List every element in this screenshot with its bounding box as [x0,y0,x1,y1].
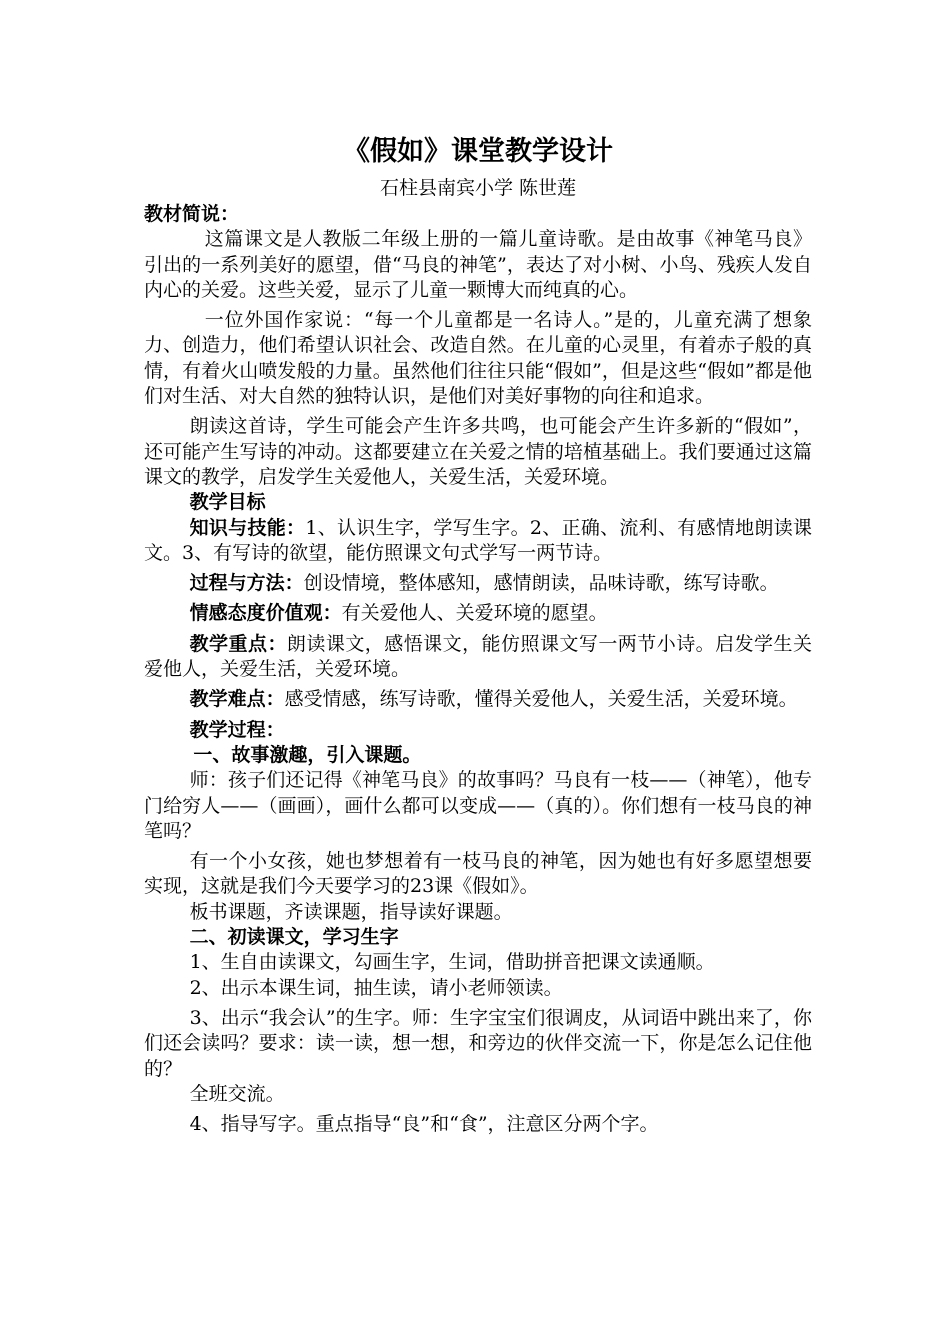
step2-paragraph-1: 1、生自由读课文，勾画生字，生词，借助拼音把课文读通顺。 [189,951,715,974]
step1-paragraph-3: 板书课题，齐读课题，指导读好课题。 [189,900,513,923]
step2-paragraph-3: 3、出示“我会认”的生字。师：生字宝宝们很调皮，从词语中跳出来了，你们还会读吗？要求：读一读，想一想，和旁边的伙伴交流一下，你是怎么记住他的？ [144,1006,812,1080]
goal-emotion-text: 有关爱他人、关爱环境的愿望。 [341,602,608,625]
goal-process-label: 过程与方法： [189,572,304,595]
goal-emotion [144,601,812,626]
step2-paragraph-2: 2、出示本课生词，抽生读，请小老师领读。 [189,976,563,999]
step2-heading: 二、初读课文，学习生字 [189,926,399,949]
teaching-focus-label: 教学重点： [189,632,287,655]
teaching-focus-text: 朗读课文，感悟课文，能仿照课文写一两节小诗。启发学生关爱他人，关爱生活，关爱环境。 [144,632,812,681]
document-author: 石柱县南宾小学 陈世莲 [379,177,577,199]
step1-paragraph-2: 有一个小女孩，她也梦想着有一枝马良的神笔，因为她也有好多愿望想要实现，这就是我们今天要学习的23课《假如》。 [144,850,812,898]
intro-paragraph-2: 一位外国作家说：“每一个儿童都是一名诗人。”是的，儿童充满了想象力、创造力，他们希望认识社会、改造自然。在儿童的心灵里，有着赤子般的真情，有着火山喷发般的力量。虽然他们往往只能“假如”，但是这些“假如”都是他们对生活、对大自然的独特认识，是他们对美好事物的向往和追求。 [144,309,812,408]
document-body [144,132,812,1137]
goal-process [144,571,812,596]
process-heading: 教学过程： [189,718,285,741]
step2-paragraph-5: 4、指导写字。重点指导“良”和“食”，注意区分两个字。 [189,1113,659,1136]
teaching-difficulty-label: 教学难点： [189,688,285,711]
goal-knowledge [144,516,812,567]
goal-knowledge-text: 1、认识生字，学写生字。2、正确、流利、有感情地朗读课文。3、有写诗的欲望，能仿照课文句式学写一两节诗。 [144,516,812,564]
teaching-focus [144,632,812,683]
intro-section-label: 教材简说： [144,203,240,225]
document-title: 《假如》课堂教学设计 [343,136,613,167]
step1-heading: 一、故事激趣，引入课题。 [193,743,422,766]
teaching-difficulty-text: 感受情感，练写诗歌，懂得关爱他人，关爱生活，关爱环境。 [284,688,798,711]
goal-emotion-label: 情感态度价值观： [189,602,342,625]
intro-paragraph-1: 这篇课文是人教版二年级上册的一篇儿童诗歌。是由故事《神笔马良》引出的一系列美好的愿望，借“马良的神笔”，表达了对小树、小鸟、残疾人发自内心的关爱。这些关爱，显示了儿童一颗博大而纯真的心。 [144,228,812,301]
goal-process-text: 创设情境，整体感知，感情朗读，品味诗歌，练写诗歌。 [303,572,779,595]
step2-paragraph-4: 全班交流。 [189,1082,285,1105]
teaching-difficulty [144,687,812,712]
intro-paragraph-3: 朗读这首诗，学生可能会产生许多共鸣，也可能会产生许多新的“假如”，还可能产生写诗的冲动。这都要建立在关爱之情的培植基础上。我们要通过这篇课文的教学，启发学生关爱他人，关爱生活，关爱环境。 [144,415,812,488]
goals-heading: 教学目标 [189,491,266,514]
step1-paragraph-1: 师：孩子们还记得《神笔马良》的故事吗？马良有一枝——（神笔），他专门给穷人——（画画），画什么都可以变成——（真的）。你们想有一枝马良的神笔吗？ [144,769,812,842]
goal-knowledge-label: 知识与技能： [189,516,306,539]
